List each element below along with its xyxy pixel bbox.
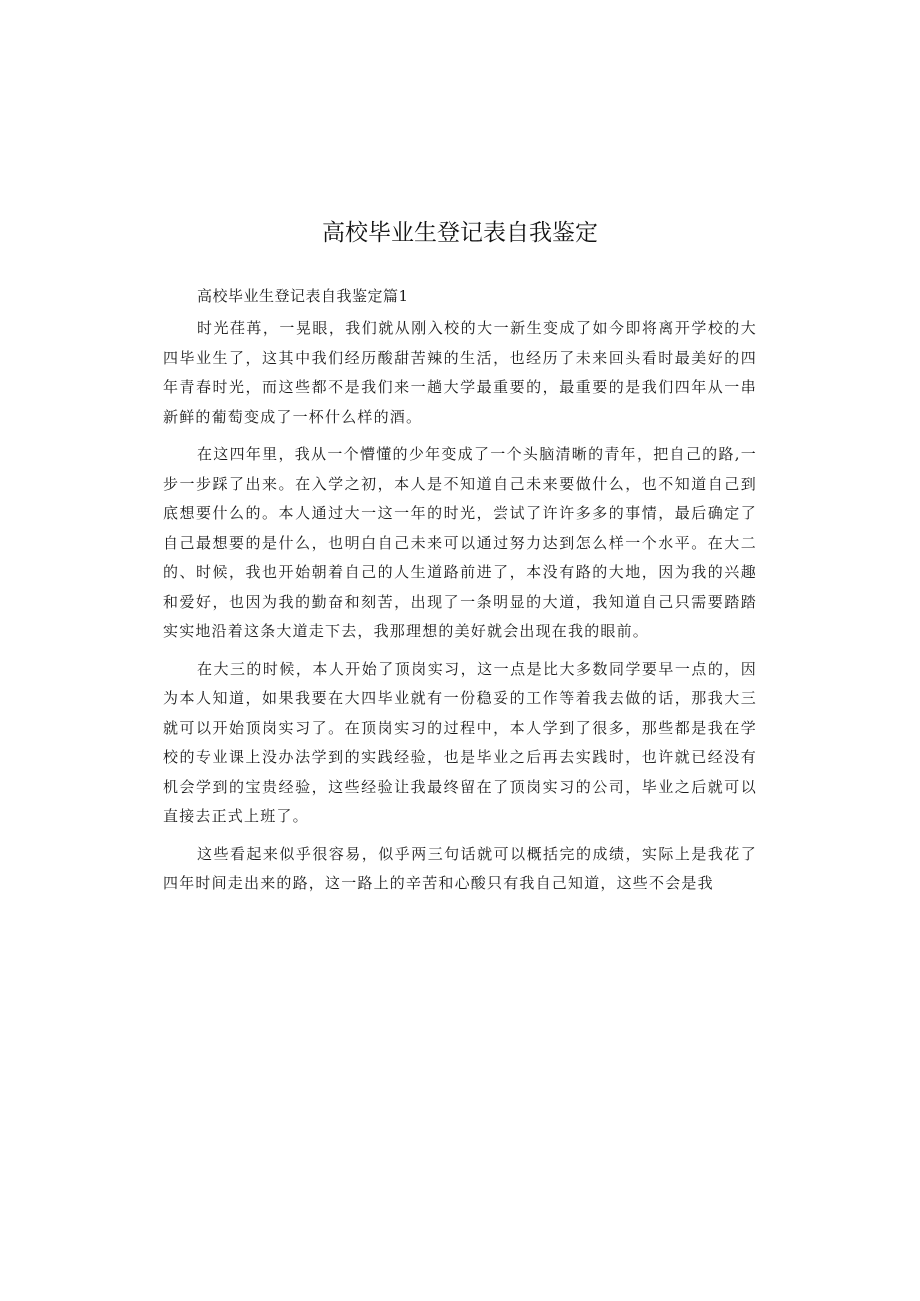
section-subheading: 高校毕业生登记表自我鉴定篇1 [197, 287, 409, 305]
document-body [163, 282, 757, 907]
paragraph-1: 时光荏苒，一晃眼，我们就从刚入校的大一新生变成了如今即将离开学校的大四毕业生了，这其中我们经历酸甜苦辣的生活，也经历了未来回头看时最美好的四年青春时光，而这些都不是我们来一趟大学最重要的，最重要的是我们四年从一串新鲜的葡萄变成了一杯什么样的酒。 [163, 319, 757, 426]
paragraph-2: 在这四年里，我从一个懵懂的少年变成了一个头脑清晰的青年，把自己的路,一步一步踩了出来。在入学之初，本人是不知道自己未来要做什么，也不知道自己到底想要什么的。本人通过大一这一年的时光，尝试了许许多多的事情，最后确定了自己最想要的是什么，也明白自己未来可以通过努力达到怎么样一个水平。在大二的、时候，我也开始朝着自己的人生道路前进了，本没有路的大地，因为我的兴趣和爱好，也因为我的勤奋和刻苦，出现了一条明显的大道，我知道自己只需要踏踏实实地沿着这条大道走下去，我那理想的美好就会出现在我的眼前。 [163, 445, 757, 640]
paragraph-4: 这些看起来似乎很容易，似乎两三句话就可以概括完的成绩，实际上是我花了四年时间走出来的路，这一路上的辛苦和心酸只有我自己知道，这些不会是我 [163, 844, 757, 892]
document-title: 高校毕业生登记表自我鉴定 [322, 220, 598, 246]
paragraph-3: 在大三的时候，本人开始了顶岗实习，这一点是比大多数同学要早一点的，因为本人知道，如果我要在大四毕业就有一份稳妥的工作等着我去做的话，那我大三就可以开始顶岗实习了。在顶岗实习的过程中，本人学到了很多，那些都是我在学校的专业课上没办法学到的实践经验，也是毕业之后再去实践时，也许就已经没有机会学到的宝贵经验，这些经验让我最终留在了顶岗实习的公司，毕业之后就可以直接去正式上班了。 [163, 659, 757, 825]
